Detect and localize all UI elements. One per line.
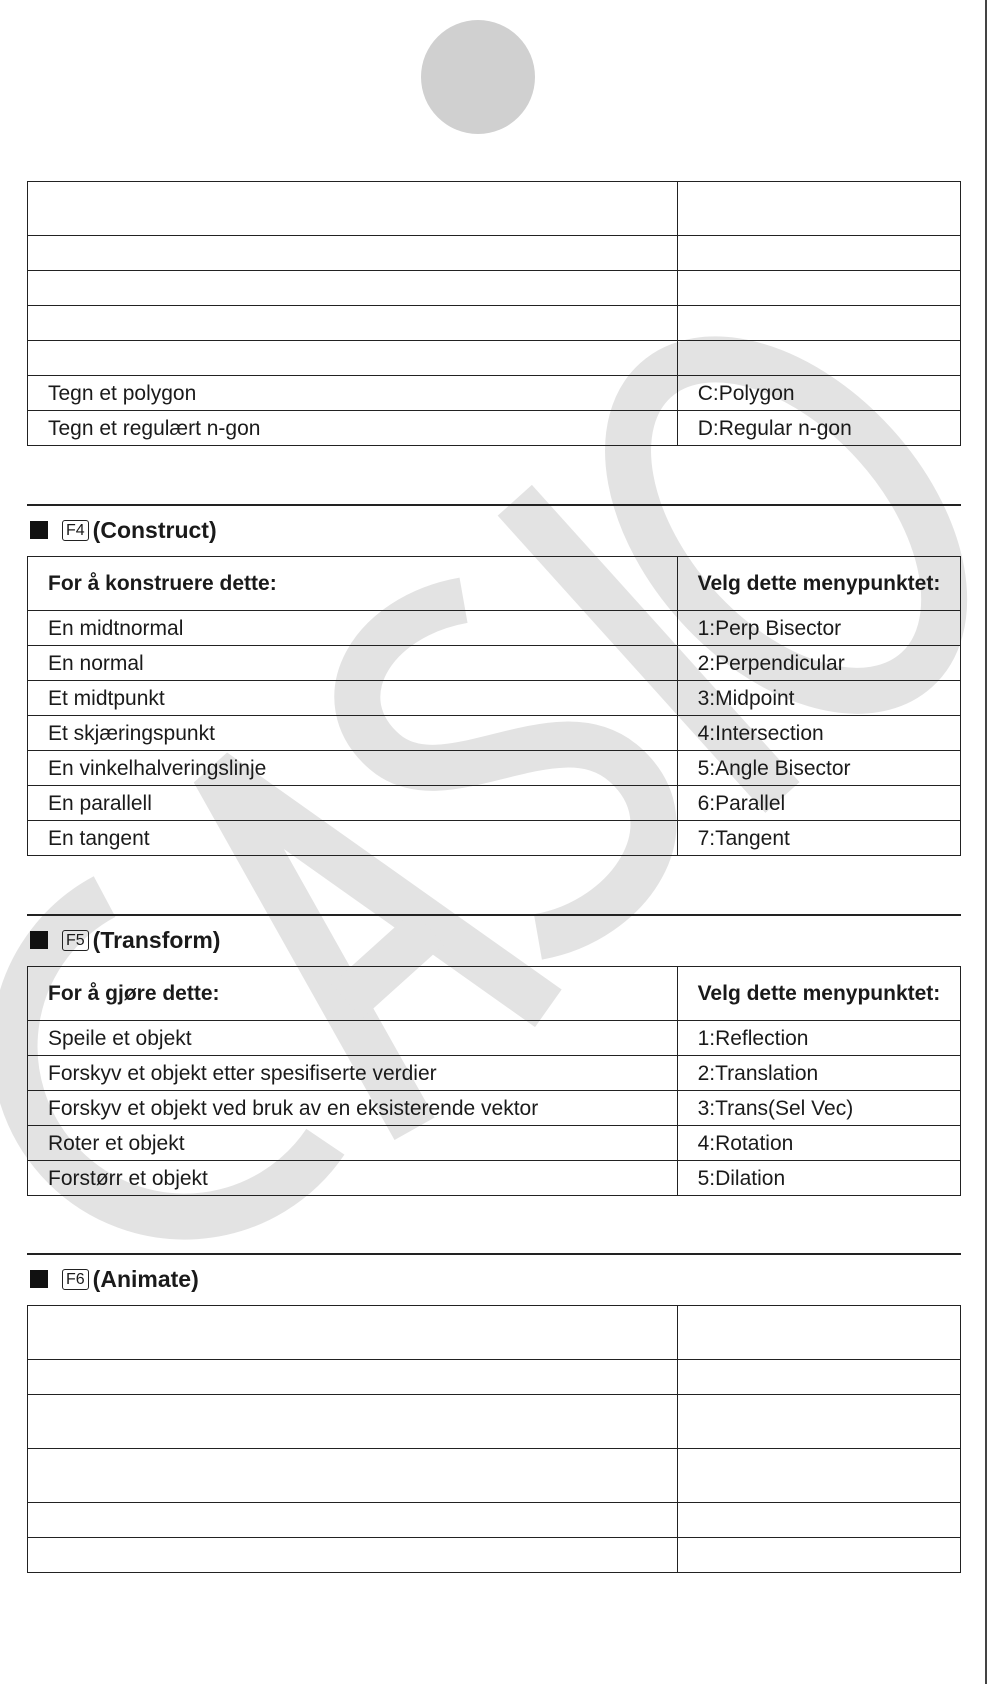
action-cell <box>28 182 678 236</box>
menu-cell: 6:Parallel <box>677 786 960 821</box>
table-row <box>28 611 961 646</box>
menu-cell <box>677 271 960 306</box>
table-row <box>28 1056 961 1091</box>
table-row <box>28 751 961 786</box>
menu-cell: 2:Translation <box>677 1056 960 1091</box>
action-cell <box>28 1395 678 1449</box>
section-title: (Construct) <box>92 516 217 543</box>
action-cell: Forskyv et objekt ved bruk av en eksisterende vektor <box>28 1091 678 1126</box>
draw-menu-table <box>27 181 961 446</box>
menu-cell: 5:Dilation <box>677 1161 960 1196</box>
action-cell: En vinkelhalveringslinje <box>28 751 678 786</box>
action-cell: Et midtpunkt <box>28 681 678 716</box>
f6-key-icon: F6 <box>62 1269 89 1290</box>
table-row <box>28 681 961 716</box>
section-heading-transform <box>30 925 220 955</box>
menu-cell <box>677 306 960 341</box>
menu-cell <box>677 236 960 271</box>
menu-cell: 2:Perpendicular <box>677 646 960 681</box>
animate-menu-table <box>27 1305 961 1573</box>
action-cell <box>28 236 678 271</box>
table-row <box>28 1503 961 1538</box>
action-cell <box>28 1306 678 1360</box>
action-cell: Tegn et regulært n-gon <box>28 411 678 446</box>
table-row <box>28 1395 961 1449</box>
action-cell <box>28 271 678 306</box>
action-cell: Tegn et polygon <box>28 376 678 411</box>
menu-cell: 1:Reflection <box>677 1021 960 1056</box>
section-title: (Animate) <box>92 1265 199 1292</box>
action-cell: Et skjæringspunkt <box>28 716 678 751</box>
bullet-square-icon <box>30 521 48 539</box>
menu-cell: D:Regular n-gon <box>677 411 960 446</box>
action-cell <box>28 306 678 341</box>
section-rule <box>27 914 961 916</box>
f4-key-icon: F4 <box>62 520 89 541</box>
menu-cell: C:Polygon <box>677 376 960 411</box>
section-heading-construct <box>30 515 217 545</box>
action-cell: En tangent <box>28 821 678 856</box>
table-row <box>28 716 961 751</box>
table-row <box>28 1126 961 1161</box>
column-header-menu: Velg dette menypunktet: <box>677 557 960 611</box>
menu-cell <box>677 1538 960 1573</box>
transform-menu-table <box>27 966 961 1196</box>
action-cell <box>28 341 678 376</box>
action-cell <box>28 1360 678 1395</box>
menu-cell <box>677 1503 960 1538</box>
column-header-action: For å gjøre dette: <box>28 967 678 1021</box>
construct-menu-table <box>27 556 961 856</box>
table-row <box>28 376 961 411</box>
action-cell: Forskyv et objekt etter spesifiserte verdier <box>28 1056 678 1091</box>
table-row <box>28 1161 961 1196</box>
menu-cell: 7:Tangent <box>677 821 960 856</box>
menu-cell: 3:Midpoint <box>677 681 960 716</box>
table-row <box>28 341 961 376</box>
table-row <box>28 182 961 236</box>
menu-cell <box>677 1449 960 1503</box>
table-row <box>28 1538 961 1573</box>
menu-cell: 3:Trans(Sel Vec) <box>677 1091 960 1126</box>
menu-cell <box>677 341 960 376</box>
action-cell <box>28 1503 678 1538</box>
column-header-action: For å konstruere dette: <box>28 557 678 611</box>
action-cell <box>28 1538 678 1573</box>
table-row <box>28 271 961 306</box>
section-rule <box>27 1253 961 1255</box>
action-cell <box>28 1449 678 1503</box>
menu-cell <box>677 182 960 236</box>
table-row <box>28 786 961 821</box>
table-row <box>28 411 961 446</box>
table-row <box>28 1091 961 1126</box>
bullet-square-icon <box>30 931 48 949</box>
action-cell: Roter et objekt <box>28 1126 678 1161</box>
menu-cell: 4:Intersection <box>677 716 960 751</box>
action-cell: En normal <box>28 646 678 681</box>
section-heading-animate <box>30 1264 199 1294</box>
table-row <box>28 1449 961 1503</box>
column-header-menu: Velg dette menypunktet: <box>677 967 960 1021</box>
table-row <box>28 1021 961 1056</box>
action-cell: Forstørr et objekt <box>28 1161 678 1196</box>
section-title: (Transform) <box>92 926 221 953</box>
action-cell: En parallell <box>28 786 678 821</box>
table-row <box>28 1306 961 1360</box>
table-header-row <box>28 557 961 611</box>
f5-key-icon: F5 <box>62 930 89 951</box>
menu-cell: 1:Perp Bisector <box>677 611 960 646</box>
table-row <box>28 1360 961 1395</box>
action-cell: En midtnormal <box>28 611 678 646</box>
table-row <box>28 821 961 856</box>
menu-cell <box>677 1395 960 1449</box>
menu-cell <box>677 1360 960 1395</box>
menu-cell: 5:Angle Bisector <box>677 751 960 786</box>
menu-cell <box>677 1306 960 1360</box>
table-row <box>28 306 961 341</box>
action-cell: Speile et objekt <box>28 1021 678 1056</box>
table-row <box>28 236 961 271</box>
section-rule <box>27 504 961 506</box>
menu-cell: 4:Rotation <box>677 1126 960 1161</box>
table-row <box>28 646 961 681</box>
table-header-row <box>28 967 961 1021</box>
bullet-square-icon <box>30 1270 48 1288</box>
